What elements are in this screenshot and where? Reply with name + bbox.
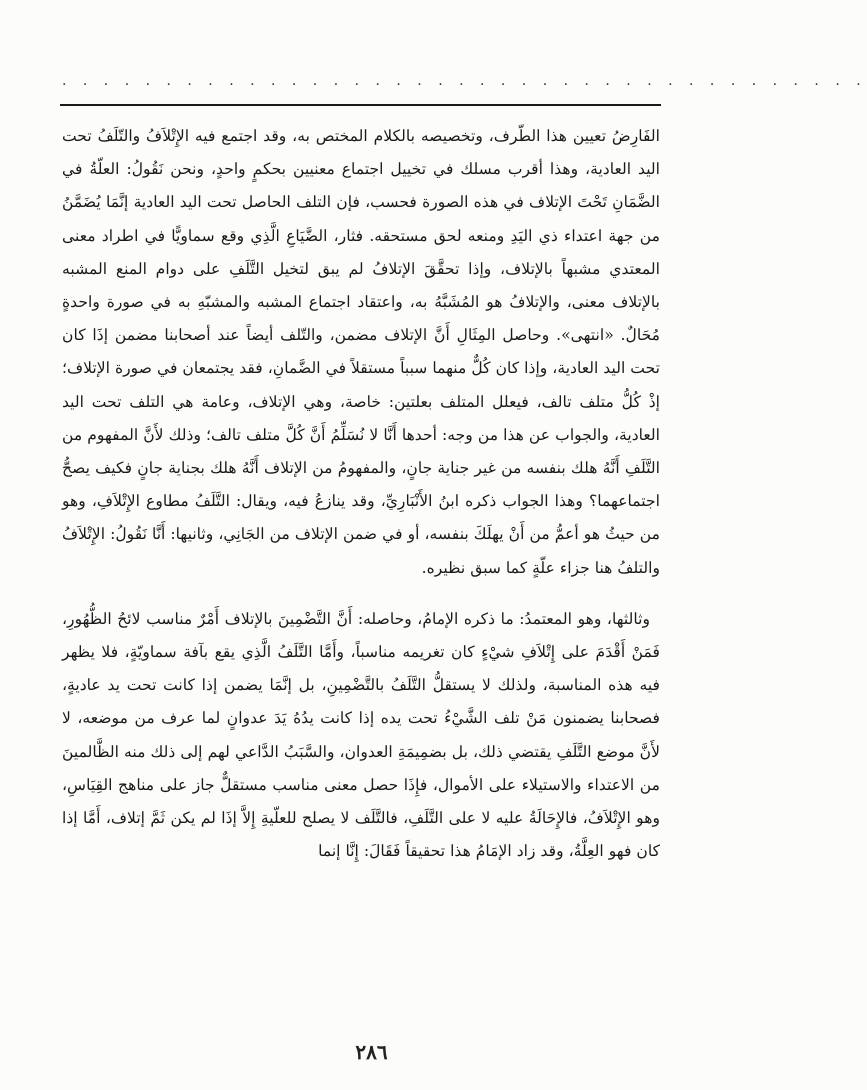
paragraph: الفَارِضُ تعيين هذا الطّرف، وتخصيصه بالكلام المختص به، وقد اجتمع فيه الإِتْلاَفُ والتّلَفُ تحت اليد العادية، وهذا أقرب مسلك في تخييل اجتماع معنيين بحكمٍ واحدٍ، ونحن نَقُولُ: العلّةُ في الضَّمَانِ تَحْتَ الإتلاف في هذه الصورة فحسب، فإن التلف الحاصل تحت اليد العادية إنَّمَا يُضَمَّنُ من جهة اعتداء ذي اليَدِ ومنعه لحق مستحقه. فثار، الضَّيَاعِ الَّذِي وقع سماويًّا في اطراد معنى المعتدي مشبهاً بالإتلاف، وإذا تحقَّقَ الإتلافُ لم يبق لتخيل التَّلَفِ على دوام المنع المشبه بالإتلاف معنى، والإتلافُ هو المُشَبَّهُ به، واعتقاد اجتماع المشبه والمشبّهِ به في صورة واحدةٍ مُحَالٌ. «انتهى». وحاصل المِثَالِ أَنَّ الإتلاف مضمن، والتّلف أيضاً عند أصحابنا مضمن إذَا كان تحت اليد العادية، وإذا كان كُلٌّ منهما سبباً مستقلاً في الضَّمانِ، فقد يجتمعان في صورة الإتلاف؛ إذْ كُلُّ متلف تالف، فيعلل المتلف بعلتين: خاصة، وهي الإتلاف، وعامة هي التلف تحت اليد العادية، والجواب عن هذا من وجه: أحدها أَنَّا لا نُسَلِّمُ أَنَّ كُلَّ متلف تالف؛ وذلك لأَنَّ المفهوم من التَّلَفِ أَنَّهُ هلك بنفسه من غير جناية جانٍ، والمفهومُ من الإتلاف أَنَّهُ هلك بجناية جانٍ فكيف يصحُّ اجتماعهما؟ وهذا الجواب ذكره ابنُ الأَنْبَارِيِّ، وقد ينازعُ فيه، ويقال: التَّلَفُ مطاوع الإِتْلاَفِ، وهو من حيثُ هو أعمُّ من أَنْ يهلَكَ بنفسه، أو في ضمن الإتلاف من الجَانِي، وثانيها: أَنَّا نَقُولُ: الإِتْلاَفُ والتلفُ هنا جزاء علّةٍ كما سبق نظيره. — [62, 127, 660, 577]
page-number: ٢٨٦ — [355, 1040, 388, 1064]
page-body — [62, 120, 660, 868]
header-rule — [60, 104, 661, 106]
paragraph: وثالثها، وهو المعتمدُ: ما ذكره الإمامُ، وحاصله: أَنَّ التَّضْمِينَ بالإتلاف أَمْرٌ مناسب لائحُ الظُّهُورِ، فَمَنْ أَقْدَمَ على إِتْلاَفِ شيْءٍ كان تغريمه مناسباً، وأَمَّا التَّلَفُ الَّذِي يقع بآفة سماويّةٍ، فلا يظهر فيه هذه المناسبة، ولذلك لا يستقلُّ التَّلَفُ بالتَّضْمِينِ، بل إنَّمَا يضمن إذا كانت تحت يد عاديةٍ، فصحابنا يضمنون مَنْ تلف الشَّيْءُ تحت يده إذا كانت يدُهُ يَدَ عدوانٍ لما عرف من موضعه، لا لأَنَّ موضع التَّلَفِ يقتضي ذلك، بل بضمِيمَةِ العدوان، والسَّبَبُ الدَّاعي لهم إلى ذلك منه الظَّالمينَ من الاعتداء والاستيلاء على الأموال، فإِذَا حصل معنى مناسب مستقلٌّ جاز على مناهج القِيَاسِ، وهو الإِتْلاَفُ، فالإِحَالَةُ عليه لا على التَّلَفِ، فالتَّلَف لا يصلح للعلّيةِ إِلاَّ إذَا لم يكن ثَمَّ إتلاف، أَمَّا إذا كان فهو العِلَّةُ، وقد زاد الإمَامُ هذا تحقيقاً فَقَالَ: إِنَّا إنما — [62, 609, 660, 861]
header-dots: · · · · · · · · · · · · · · · · · · · · · · · · · · · · · · · · · · · · · · · — [62, 77, 867, 93]
